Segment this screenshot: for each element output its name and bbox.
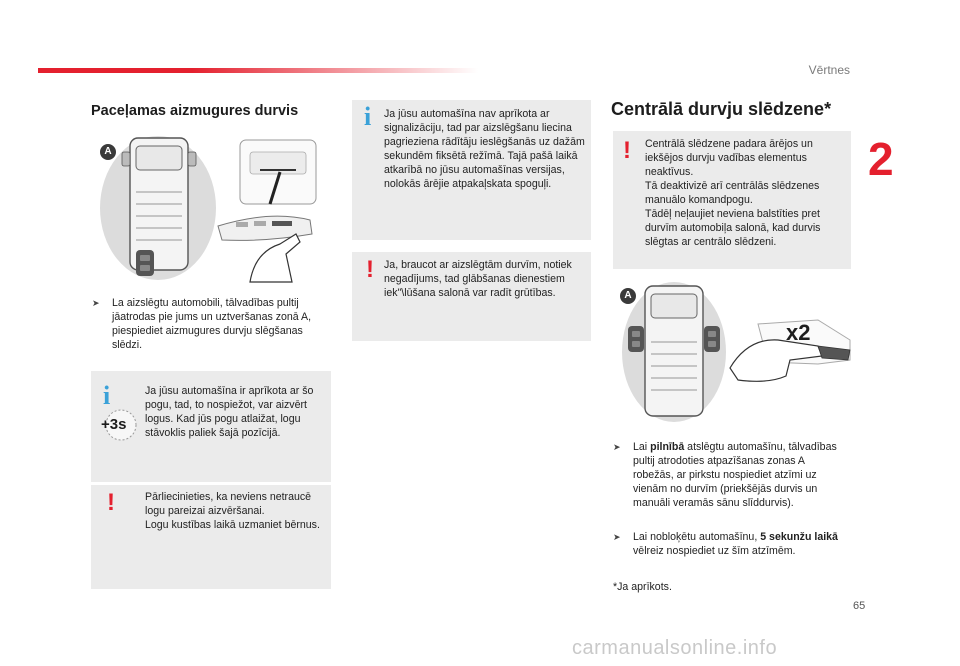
step2-pre: Lai nobloķētu automašīnu, [633,531,761,543]
tailgate-diagram-svg [100,122,340,292]
left-info-text: Ja jūsu automašīna ir aprīkota ar šo pogu, tad, to nospiežot, var aizvērt logus. Kad jūs pogu atlaižat, logu stāvoklis paliek šajā pozīcijā. [145,385,314,439]
left-warning-text [145,490,323,532]
warning-icon: ! [623,137,631,164]
left-warning-line-2: Logu kustības laikā uzmaniet bērnus. [145,519,320,531]
left-info-box [91,371,331,482]
window-button-illustration [99,405,137,445]
right-warning-line-3: Tādēļ neļaujiet neviena balstīties pret durvīm automobiļa salonā, kad durvis slēgtas ar centrālo slēdzeni. [645,208,821,248]
header-accent-bar [38,68,478,73]
chapter-number: 2 [868,133,894,185]
middle-warning-box [352,252,591,341]
central-locking-illustration [618,280,858,425]
right-warning-box [613,131,851,269]
middle-info-text: Ja jūsu automašīna nav aprīkota ar signalizāciju, tad par aizslēgšanu liecina pagrieziena rādītāju ieslēgšanās uz dažām sekundēm fiksētā režīmā. Tajā pašā laikā atkarībā no jūsu automašīnas versijas, nolokās ārējie atpakaļskata spoguļi. [384,108,585,190]
step-2-bullet-icon: ➤ [613,532,621,542]
right-step-2-text [633,530,845,558]
step1-bold: pilnībā [650,441,685,453]
step1-post: atslēgtu automašīnu, tālvadības pultij atrodoties atpazīšanas zonas A robežās, ar pirkstu nospiediet atzīmi uz vienām no durvīm (priekšējās durvis un manuāli veramās sānu slīddurvis). [633,441,837,509]
zone-a-badge: A [620,288,636,304]
warning-icon: ! [107,489,115,516]
info-icon: i [103,381,111,410]
zone-a-badge: A [100,144,116,160]
step-bullet-icon: ➤ [92,298,100,308]
middle-info-box [352,100,591,240]
footnote: *Ja aprīkots. [613,581,672,593]
step-1-bullet-icon: ➤ [613,442,621,452]
middle-warning-text: Ja, braucot ar aizslēgtām durvīm, notiek negadījums, tad glābšanas dienestiem iek"\lūšana salonā var radīt grūtības. [384,259,572,299]
section-title: Vērtnes [808,63,850,77]
left-warning-line-1: Pārliecinieties, ka neviens netraucē logu pareizai aizvēršanai. [145,491,312,517]
warning-icon: ! [366,256,374,283]
right-heading: Centrālā durvju slēdzene* [611,99,832,119]
right-step-1-text [633,440,845,510]
tailgate-illustration [100,122,340,292]
watermark: carmanualsonline.info [572,637,778,659]
hold-3s-label: +3s [101,416,127,433]
central-locking-diagram-svg [618,280,858,425]
right-warning-line-2: Tā deaktivizē arī centrālās slēdzenes manuālo komandpogu. [645,180,820,206]
right-warning-text [645,137,845,249]
double-press-label: x2 [786,320,811,345]
info-icon: i [364,102,372,131]
left-warning-box [91,485,331,589]
right-warning-line-1: Centrālā slēdzene padara ārējos un iekšējos durvju vadības elementus neaktīvus. [645,138,813,178]
left-heading: Paceļamas aizmugures durvis [91,103,299,119]
step2-bold: 5 sekunžu laikā [760,531,838,543]
step2-post: vēlreiz nospiediet uz šīm atzīmēm. [633,545,796,557]
step1-pre: Lai [633,441,651,453]
left-step-text: La aizslēgtu automobili, tālvadības pultij jāatrodas pie jums un uztveršanas zonā A, piespiediet aizmugures durvju slēgšanas slēdzi. [112,297,312,351]
page-number: 65 [853,600,866,612]
